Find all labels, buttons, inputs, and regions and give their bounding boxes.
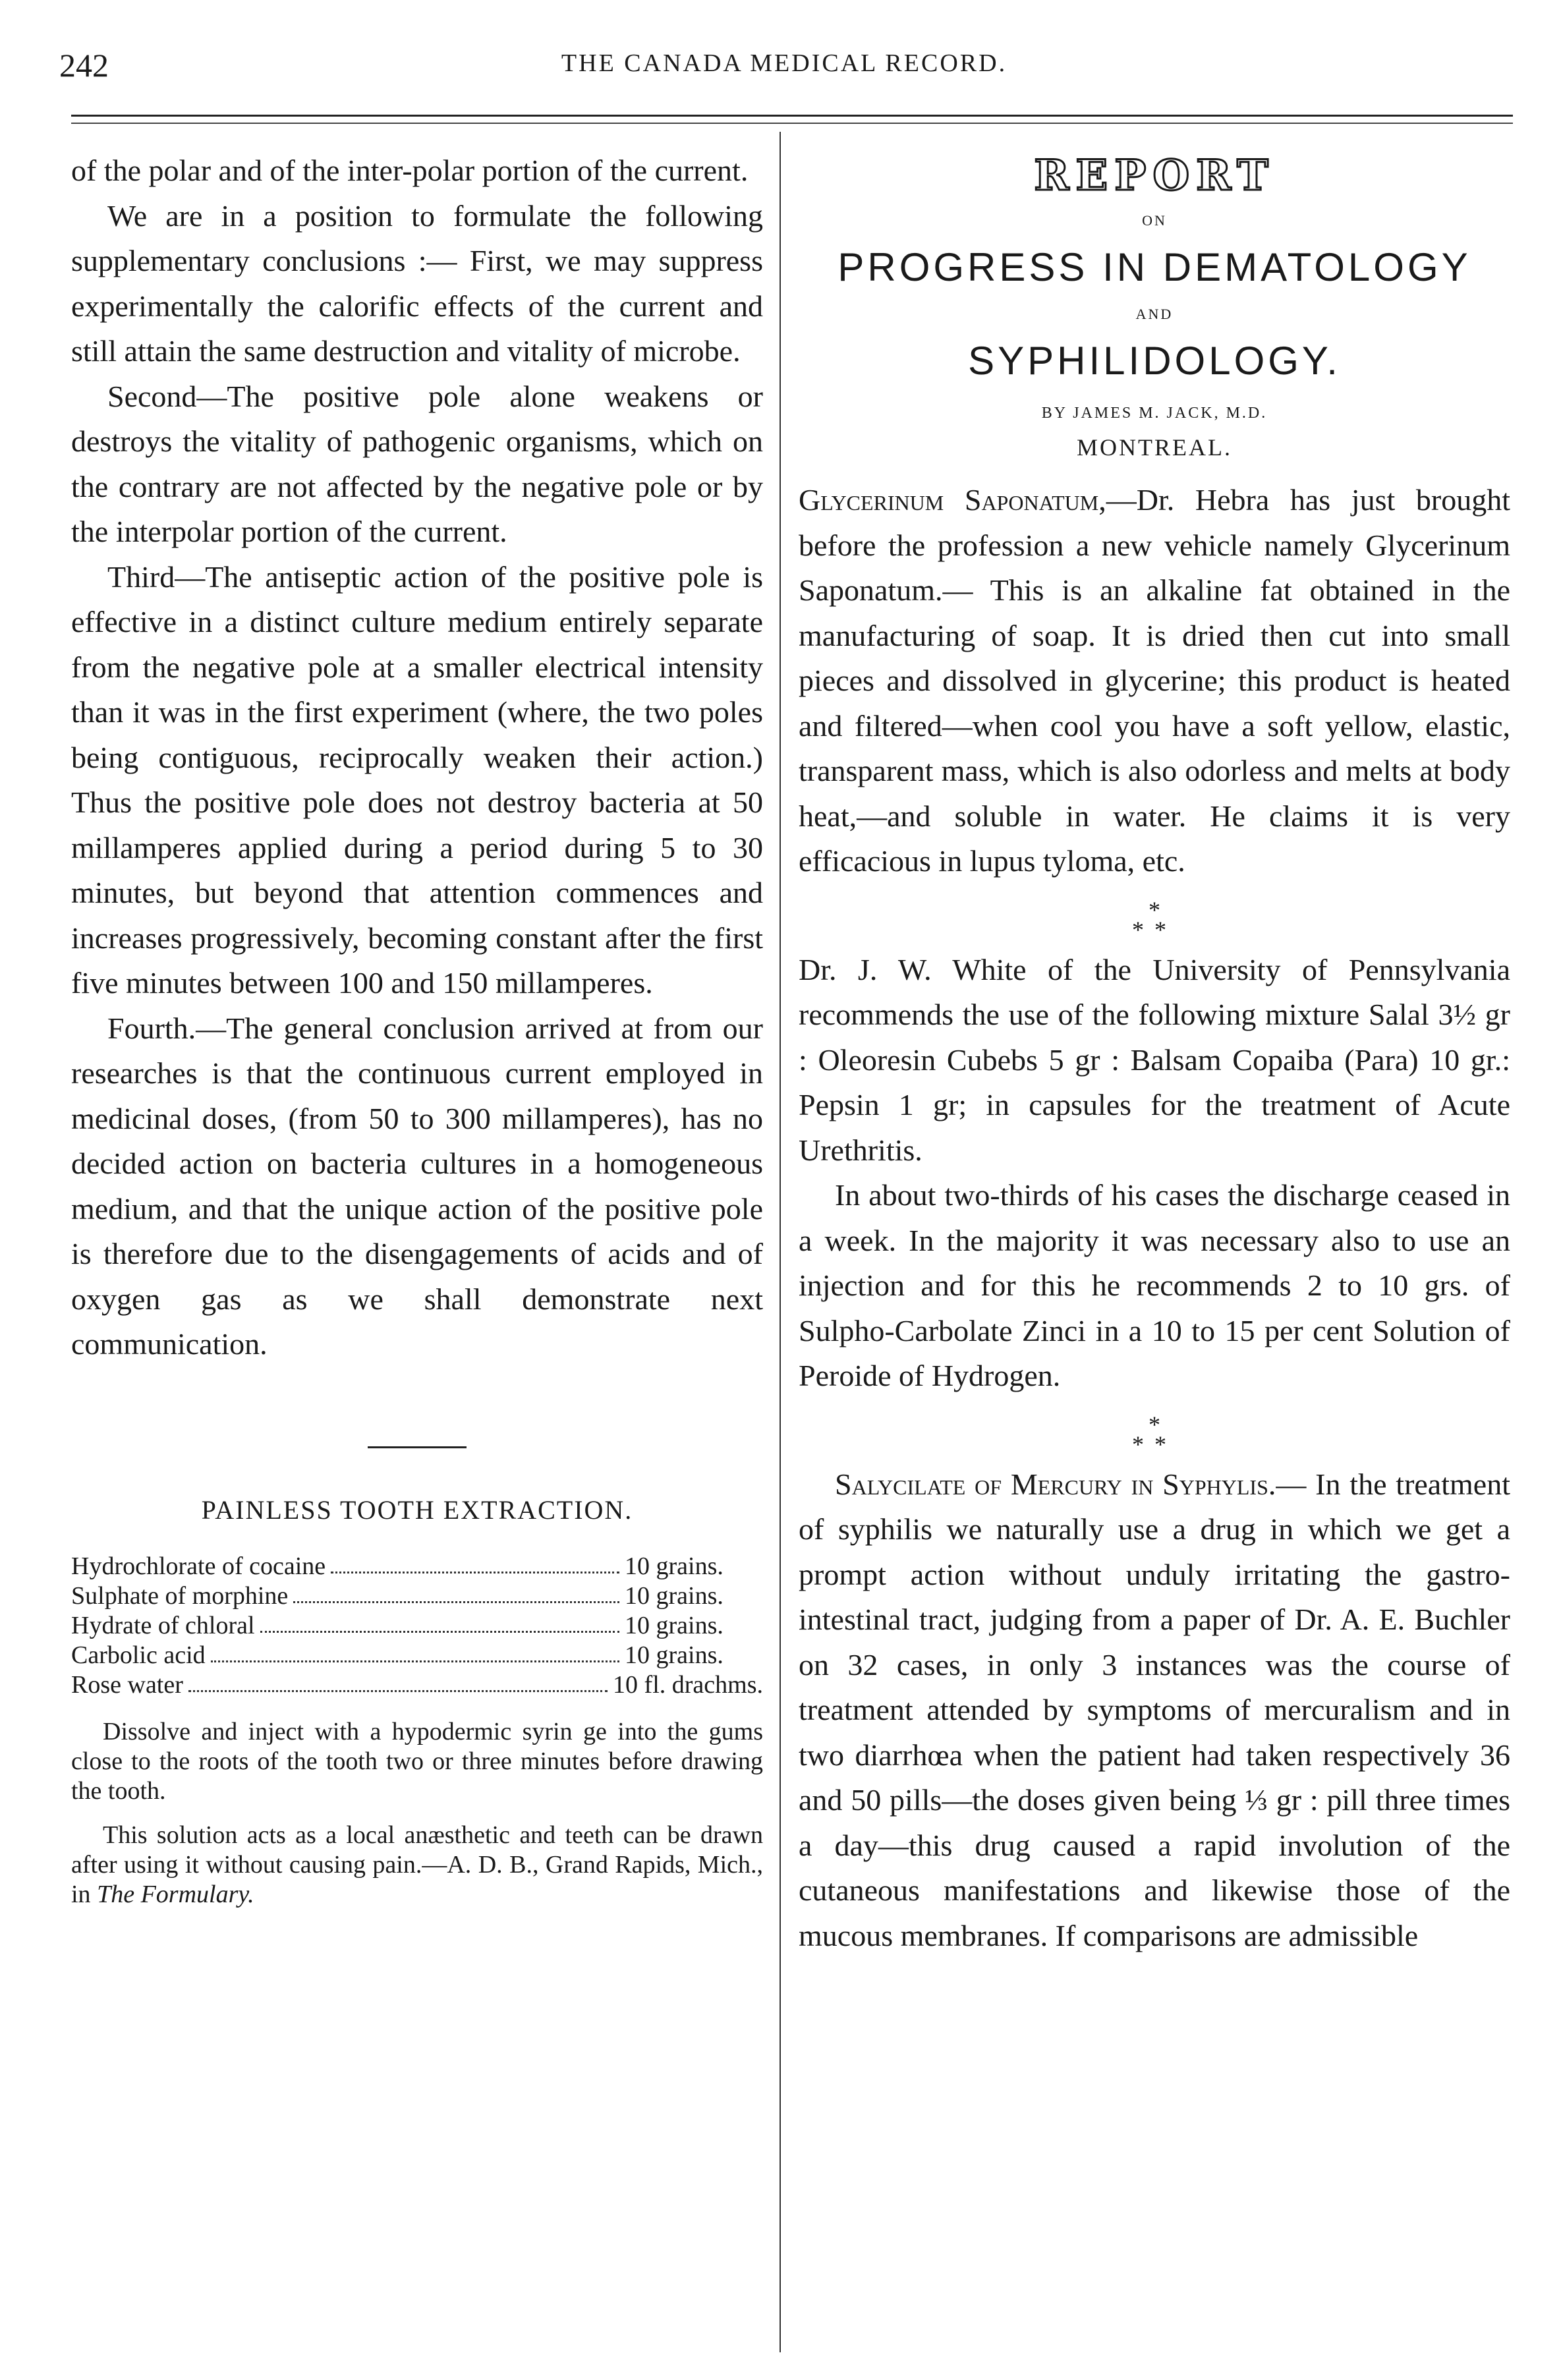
right-column [799, 148, 1510, 1958]
paragraph [799, 478, 1510, 884]
paragraph: of the polar and of the inter-polar portion of the current. [71, 154, 749, 187]
asterism [799, 1411, 1510, 1458]
report-title-line1: PROGRESS IN DEMATOLOGY [837, 245, 1471, 289]
recipe-quantity: 10 fl. drachms. [613, 1670, 763, 1699]
recipe-item [71, 1611, 763, 1641]
recipe-ingredient: Rose water [71, 1670, 183, 1699]
paragraph: Fourth.—The general conclusion arrived at from our researches is that the continuous current employed in medicinal doses, (from 50 to 300 millamperes), has no decided action on bacteria cultures in a homogeneous medium, and that the unique action of the positive pole is therefore due to the disengagements of acids and of oxygen gas as we shall demonstrate next communication. [71, 1011, 763, 1361]
recipe-item [71, 1670, 763, 1700]
recipe-quantity: 10 grains. [625, 1581, 724, 1610]
asterism [799, 896, 1510, 943]
section-title: PAINLESS TOOTH EXTRACTION. [201, 1494, 633, 1525]
paragraph: Third—The antiseptic action of the positive pole is effective in a distinct culture medium entirely separate from the negative pole at a smaller electrical intensity than it was in the first experiment (where, the two poles being contiguous, reciprocally weaken their action.) Thus the positive pole does not destroy bacteria at 50 millamperes applied during a period during 5 to 30 minutes, but beyond that attention commences and increases progressively, becoming constant after the first five minutes between 100 and 150 millamperes. [71, 559, 763, 1000]
author-byline: BY JAMES M. JACK, M.D. [1041, 405, 1268, 422]
report-title-line2: SYPHILIDOLOGY. [968, 339, 1341, 383]
leader-dots [293, 1581, 619, 1603]
recipe-quantity: 10 grains. [625, 1552, 724, 1580]
asterism-bottom: ** [1132, 916, 1177, 943]
asterism-bottom: ** [1132, 1431, 1177, 1458]
recipe-ingredient: Carbolic acid [71, 1641, 206, 1669]
header-rule [71, 115, 1513, 117]
recipe-item [71, 1581, 763, 1611]
note-text [71, 1821, 763, 1910]
recipe-item [71, 1552, 763, 1581]
source-title: The Formulary. [97, 1880, 254, 1908]
directions-text: Dissolve and inject with a hypodermic syrin ge into the gums close to the roots of the tooth two or three minutes before drawing the tooth. [71, 1717, 763, 1805]
paragraph: We are in a position to formulate the following supplementary conclusions :— First, we may suppress experimentally the calorific effects of the current and still attain the same destruction and vitality of microbe. [71, 198, 763, 368]
paragraph: Dr. J. W. White of the University of Pennsylvania recommends the use of the following mixture Salal 3½ gr : Oleoresin Cubebs 5 gr : Balsam Copaiba (Para) 10 gr.: Pepsin 1 gr; in capsules for the treatment of Acute Urethritis. [799, 952, 1510, 1167]
leader-dots [331, 1552, 619, 1573]
running-title: THE CANADA MEDICAL RECORD. [561, 49, 1008, 77]
leader-dots [188, 1670, 608, 1692]
report-heading: REPORT [1034, 151, 1275, 200]
page-header [59, 40, 1509, 92]
page-number: 242 [59, 47, 109, 84]
section-text: — In the treatment of syphilis we naturally use a drug in which we get a prompt action without unduly irritating the gastro-intestinal tract, judging from a paper of Dr. A. E. Buchler on 32 cases, in only 3 instances was the course of treatment attended by symptoms of mercuralism and in two diarrhœa when the patient had taken respectively 36 and 50 pills—the doses given being ⅓ gr : pill three times a day—this drug caused a rapid involution of the cutaneous manifestations and likewise those of the mucous membranes. If comparisons are admissible [799, 1467, 1510, 1952]
section-lead: Salycilate of Mercury in Syphylis. [835, 1467, 1276, 1501]
recipe-item [71, 1641, 763, 1670]
leader-dots [260, 1611, 619, 1633]
recipe-quantity: 10 grains. [625, 1641, 724, 1669]
recipe-list [71, 1552, 763, 1700]
recipe-ingredient: Sulphate of morphine [71, 1581, 289, 1610]
heading-connector: ON [1142, 212, 1167, 229]
paragraph: Second—The positive pole alone weakens or destroys the vitality of pathogenic organisms, which on the contrary are not affected by the negative pole or by the interpolar portion of the current. [71, 379, 763, 548]
note-body: This solution acts as a local anæsthetic and teeth can be drawn after using it without causing pain.—A. D. B., Grand Rapids, Mich., in [71, 1821, 763, 1908]
asterism-top: * [1149, 896, 1160, 923]
header-rule-secondary [71, 123, 1513, 124]
section-text: —Dr. Hebra has just brought before the profession a new vehicle namely Glycerinum Saponatum.— This is an alkaline fat obtained in the manufacturing of soap. It is dried then cut into small pieces and dissolved in glycerine; this product is heated and filtered—when cool you have a soft yellow, elastic, transparent mass, which is also odorless and melts at body heat,—and soluble in water. He claims it is very efficacious in lupus tyloma, etc. [799, 483, 1510, 878]
section-lead: Glycerinum Saponatum, [799, 483, 1106, 517]
leader-dots [211, 1641, 619, 1662]
recipe-ingredient: Hydrate of chloral [71, 1611, 255, 1639]
column-divider [780, 132, 781, 2352]
recipe-ingredient: Hydrochlorate of cocaine [71, 1552, 326, 1580]
paragraph: In about two-thirds of his cases the discharge ceased in a week. In the majority it was necessary also to use an injection and for this he recommends 2 to 10 grs. of Sulpho-Carbolate Zinci in a 10 to 15 per cent Solution of Peroide of Hydrogen. [799, 1178, 1510, 1392]
paragraph [799, 1462, 1510, 1959]
heading-connector: AND [1135, 306, 1174, 322]
asterism-top: * [1149, 1411, 1160, 1438]
section-divider [368, 1446, 467, 1448]
author-city: MONTREAL. [1077, 434, 1232, 461]
recipe-quantity: 10 grains. [625, 1611, 724, 1639]
left-column [71, 148, 763, 1910]
